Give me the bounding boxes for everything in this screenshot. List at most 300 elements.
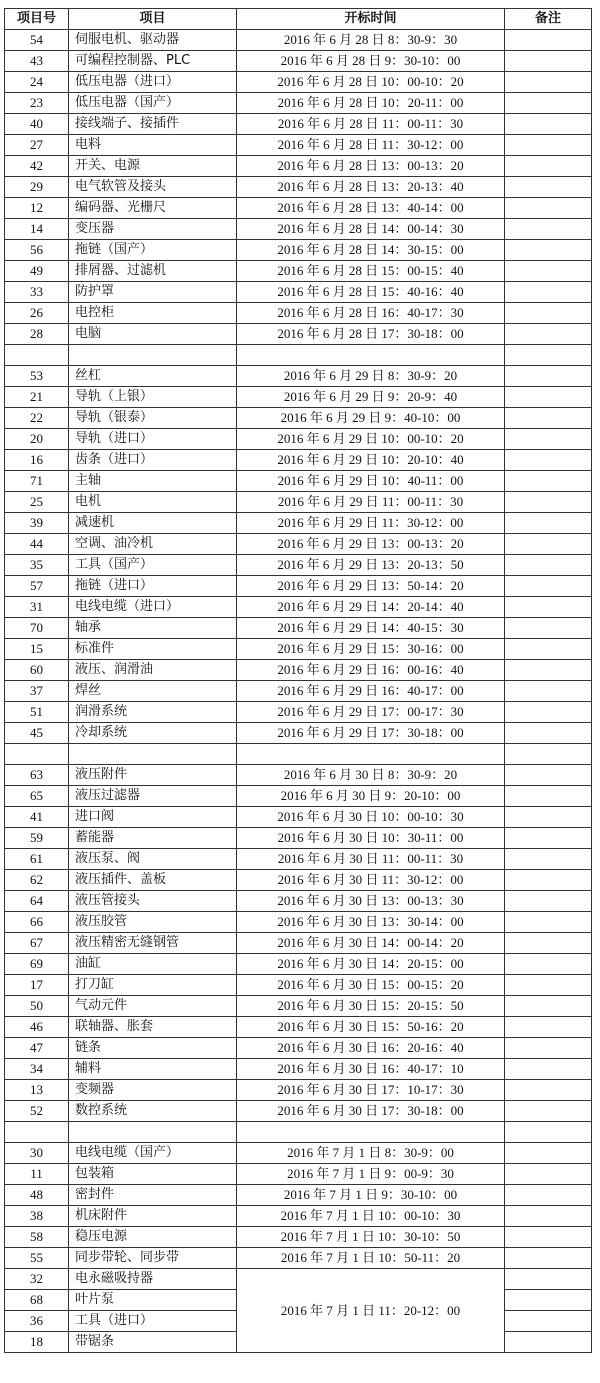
table-row <box>5 975 592 996</box>
project-number: 12 <box>5 198 69 219</box>
project-name: 机床附件 <box>69 1206 237 1227</box>
project-number: 57 <box>5 576 69 597</box>
bid-time: 2016 年 6 月 28 日 15：00-15：40 <box>237 261 505 282</box>
bid-time: 2016 年 6 月 28 日 10：20-11：00 <box>237 93 505 114</box>
bid-time: 2016 年 6 月 30 日 16：40-17：10 <box>237 1059 505 1080</box>
project-number: 15 <box>5 639 69 660</box>
remark-cell <box>505 828 592 849</box>
project-name: 气动元件 <box>69 996 237 1017</box>
project-name: 辅料 <box>69 1059 237 1080</box>
table-row <box>5 933 592 954</box>
table-row <box>5 450 592 471</box>
table-row <box>5 93 592 114</box>
bid-time: 2016 年 6 月 30 日 17：30-18：00 <box>237 1101 505 1122</box>
remark-cell <box>505 576 592 597</box>
remark-cell <box>505 1227 592 1248</box>
project-name: 电线电缆（进口） <box>69 597 237 618</box>
project-name: 排屑器、过滤机 <box>69 261 237 282</box>
remark-cell <box>505 471 592 492</box>
remark-cell <box>505 1206 592 1227</box>
project-number: 25 <box>5 492 69 513</box>
project-name: 接线端子、接插件 <box>69 114 237 135</box>
project-name: 主轴 <box>69 471 237 492</box>
bid-time: 2016 年 7 月 1 日 10：50-11：20 <box>237 1248 505 1269</box>
bid-time: 2016 年 6 月 28 日 17：30-18：00 <box>237 324 505 345</box>
project-name: 同步带轮、同步带 <box>69 1248 237 1269</box>
remark-cell <box>505 1080 592 1101</box>
project-name: 电料 <box>69 135 237 156</box>
project-number: 22 <box>5 408 69 429</box>
header-row <box>5 9 592 30</box>
empty-cell <box>505 1122 592 1143</box>
project-name: 导轨（进口） <box>69 429 237 450</box>
separator-row <box>5 345 592 366</box>
project-name: 丝杠 <box>69 366 237 387</box>
table-row <box>5 996 592 1017</box>
empty-cell <box>69 345 237 366</box>
project-name: 齿条（进口） <box>69 450 237 471</box>
project-name: 包装箱 <box>69 1164 237 1185</box>
empty-cell <box>5 1122 69 1143</box>
bid-time: 2016 年 6 月 30 日 14：00-14：20 <box>237 933 505 954</box>
remark-cell <box>505 1017 592 1038</box>
project-number: 31 <box>5 597 69 618</box>
project-name: 电机 <box>69 492 237 513</box>
empty-cell <box>237 1122 505 1143</box>
project-number: 18 <box>5 1332 69 1353</box>
bid-time: 2016 年 6 月 28 日 11：00-11：30 <box>237 114 505 135</box>
remark-cell <box>505 282 592 303</box>
empty-cell <box>69 744 237 765</box>
remark-cell <box>505 72 592 93</box>
table-row <box>5 72 592 93</box>
table-row <box>5 765 592 786</box>
table-row <box>5 1269 592 1290</box>
table-row <box>5 114 592 135</box>
bid-time: 2016 年 6 月 28 日 14：30-15：00 <box>237 240 505 261</box>
remark-cell <box>505 1101 592 1122</box>
remark-cell <box>505 534 592 555</box>
table-row <box>5 303 592 324</box>
table-row <box>5 954 592 975</box>
table-row <box>5 1101 592 1122</box>
table-row <box>5 471 592 492</box>
project-name: 进口阀 <box>69 807 237 828</box>
project-name: 焊丝 <box>69 681 237 702</box>
project-name: 拖链（国产） <box>69 240 237 261</box>
remark-cell <box>505 219 592 240</box>
empty-cell <box>237 345 505 366</box>
remark-cell <box>505 1059 592 1080</box>
empty-cell <box>505 744 592 765</box>
header-remark: 备注 <box>505 9 592 30</box>
remark-cell <box>505 702 592 723</box>
remark-cell <box>505 849 592 870</box>
remark-cell <box>505 618 592 639</box>
bid-time: 2016 年 6 月 29 日 9：40-10：00 <box>237 408 505 429</box>
remark-cell <box>505 1311 592 1332</box>
table-row <box>5 702 592 723</box>
project-number: 16 <box>5 450 69 471</box>
project-number: 23 <box>5 93 69 114</box>
remark-cell <box>505 807 592 828</box>
table-row <box>5 219 592 240</box>
table-row <box>5 513 592 534</box>
remark-cell <box>505 366 592 387</box>
header-bid-time: 开标时间 <box>237 9 505 30</box>
table-row <box>5 387 592 408</box>
remark-cell <box>505 555 592 576</box>
table-row <box>5 429 592 450</box>
project-number: 64 <box>5 891 69 912</box>
project-name: 联轴器、胀套 <box>69 1017 237 1038</box>
project-name: 空调、油冷机 <box>69 534 237 555</box>
project-name: 液压泵、阀 <box>69 849 237 870</box>
bid-time: 2016 年 6 月 28 日 13：20-13：40 <box>237 177 505 198</box>
project-name: 防护罩 <box>69 282 237 303</box>
bid-time: 2016 年 6 月 30 日 16：20-16：40 <box>237 1038 505 1059</box>
project-name: 低压电器（国产） <box>69 93 237 114</box>
bid-schedule-table <box>4 8 592 1353</box>
project-number: 67 <box>5 933 69 954</box>
project-number: 61 <box>5 849 69 870</box>
bid-time: 2016 年 6 月 30 日 11：30-12：00 <box>237 870 505 891</box>
remark-cell <box>505 450 592 471</box>
remark-cell <box>505 597 592 618</box>
project-name: 润滑系统 <box>69 702 237 723</box>
bid-time: 2016 年 6 月 29 日 13：20-13：50 <box>237 555 505 576</box>
project-number: 69 <box>5 954 69 975</box>
remark-cell <box>505 765 592 786</box>
project-name: 伺服电机、驱动器 <box>69 30 237 51</box>
project-name: 稳压电源 <box>69 1227 237 1248</box>
project-number: 55 <box>5 1248 69 1269</box>
project-number: 38 <box>5 1206 69 1227</box>
table-row <box>5 1206 592 1227</box>
project-name: 叶片泵 <box>69 1290 237 1311</box>
project-name: 油缸 <box>69 954 237 975</box>
project-number: 41 <box>5 807 69 828</box>
bid-time: 2016 年 6 月 29 日 13：50-14：20 <box>237 576 505 597</box>
bid-time: 2016 年 6 月 30 日 9：20-10：00 <box>237 786 505 807</box>
project-number: 54 <box>5 30 69 51</box>
project-name: 可编程控制器、PLC <box>69 51 237 72</box>
remark-cell <box>505 114 592 135</box>
table-row <box>5 1227 592 1248</box>
bid-time: 2016 年 6 月 29 日 10：20-10：40 <box>237 450 505 471</box>
separator-row <box>5 1122 592 1143</box>
project-name: 打刀缸 <box>69 975 237 996</box>
project-number: 35 <box>5 555 69 576</box>
table-row <box>5 240 592 261</box>
bid-time: 2016 年 6 月 28 日 8：30-9：30 <box>237 30 505 51</box>
table-row <box>5 366 592 387</box>
project-name: 液压精密无缝钢管 <box>69 933 237 954</box>
bid-time: 2016 年 6 月 29 日 10：40-11：00 <box>237 471 505 492</box>
table-row <box>5 177 592 198</box>
table-row <box>5 786 592 807</box>
remark-cell <box>505 1185 592 1206</box>
project-number: 40 <box>5 114 69 135</box>
project-name: 变压器 <box>69 219 237 240</box>
project-number: 32 <box>5 1269 69 1290</box>
project-name: 电脑 <box>69 324 237 345</box>
remark-cell <box>505 870 592 891</box>
table-row <box>5 828 592 849</box>
table-row <box>5 51 592 72</box>
remark-cell <box>505 261 592 282</box>
table-row <box>5 198 592 219</box>
table-row <box>5 723 592 744</box>
bid-time: 2016 年 6 月 29 日 9：20-9：40 <box>237 387 505 408</box>
bid-time: 2016 年 7 月 1 日 9：00-9：30 <box>237 1164 505 1185</box>
bid-time: 2016 年 7 月 1 日 10：00-10：30 <box>237 1206 505 1227</box>
remark-cell <box>505 1269 592 1290</box>
project-number: 62 <box>5 870 69 891</box>
remark-cell <box>505 975 592 996</box>
project-number: 70 <box>5 618 69 639</box>
empty-cell <box>69 1122 237 1143</box>
bid-time: 2016 年 6 月 30 日 13：30-14：00 <box>237 912 505 933</box>
project-name: 导轨（上银） <box>69 387 237 408</box>
remark-cell <box>505 513 592 534</box>
table-row <box>5 408 592 429</box>
bid-time: 2016 年 6 月 28 日 10：00-10：20 <box>237 72 505 93</box>
project-name: 工具（进口） <box>69 1311 237 1332</box>
table-row <box>5 849 592 870</box>
project-name: 电控柜 <box>69 303 237 324</box>
project-number: 58 <box>5 1227 69 1248</box>
remark-cell <box>505 1290 592 1311</box>
bid-time: 2016 年 6 月 28 日 13：40-14：00 <box>237 198 505 219</box>
remark-cell <box>505 1332 592 1353</box>
project-name: 液压附件 <box>69 765 237 786</box>
table-row <box>5 807 592 828</box>
project-number: 42 <box>5 156 69 177</box>
project-number: 63 <box>5 765 69 786</box>
bid-time: 2016 年 7 月 1 日 10：30-10：50 <box>237 1227 505 1248</box>
bid-time: 2016 年 6 月 29 日 8：30-9：20 <box>237 366 505 387</box>
table-body <box>5 30 592 1353</box>
project-number: 45 <box>5 723 69 744</box>
remark-cell <box>505 1164 592 1185</box>
project-name: 电气软管及接头 <box>69 177 237 198</box>
project-name: 导轨（银泰） <box>69 408 237 429</box>
remark-cell <box>505 912 592 933</box>
bid-time: 2016 年 6 月 30 日 10：30-11：00 <box>237 828 505 849</box>
header-project-no: 项目号 <box>5 9 69 30</box>
remark-cell <box>505 996 592 1017</box>
project-number: 29 <box>5 177 69 198</box>
project-number: 14 <box>5 219 69 240</box>
bid-time: 2016 年 6 月 29 日 17：30-18：00 <box>237 723 505 744</box>
project-name: 液压、润滑油 <box>69 660 237 681</box>
table-row <box>5 135 592 156</box>
project-number: 68 <box>5 1290 69 1311</box>
bid-time: 2016 年 6 月 29 日 16：00-16：40 <box>237 660 505 681</box>
remark-cell <box>505 324 592 345</box>
header-project: 项目 <box>69 9 237 30</box>
project-name: 电线电缆（国产） <box>69 1143 237 1164</box>
project-name: 密封件 <box>69 1185 237 1206</box>
table-row <box>5 597 592 618</box>
empty-cell <box>5 345 69 366</box>
project-number: 52 <box>5 1101 69 1122</box>
bid-time: 2016 年 6 月 30 日 15：00-15：20 <box>237 975 505 996</box>
empty-cell <box>237 744 505 765</box>
bid-time: 2016 年 6 月 28 日 15：40-16：40 <box>237 282 505 303</box>
bid-time: 2016 年 6 月 29 日 17：00-17：30 <box>237 702 505 723</box>
remark-cell <box>505 492 592 513</box>
table-row <box>5 891 592 912</box>
project-name: 液压过滤器 <box>69 786 237 807</box>
project-name: 低压电器（进口） <box>69 72 237 93</box>
bid-time: 2016 年 6 月 29 日 15：30-16：00 <box>237 639 505 660</box>
table-row <box>5 156 592 177</box>
bid-time: 2016 年 7 月 1 日 9：30-10：00 <box>237 1185 505 1206</box>
table-row <box>5 555 592 576</box>
remark-cell <box>505 1248 592 1269</box>
bid-time: 2016 年 6 月 29 日 10：00-10：20 <box>237 429 505 450</box>
project-number: 47 <box>5 1038 69 1059</box>
project-number: 13 <box>5 1080 69 1101</box>
bid-time: 2016 年 6 月 30 日 14：20-15：00 <box>237 954 505 975</box>
remark-cell <box>505 93 592 114</box>
remark-cell <box>505 723 592 744</box>
remark-cell <box>505 1143 592 1164</box>
project-number: 27 <box>5 135 69 156</box>
project-name: 轴承 <box>69 618 237 639</box>
project-name: 标准件 <box>69 639 237 660</box>
table-row <box>5 1185 592 1206</box>
bid-time: 2016 年 6 月 28 日 16：40-17：30 <box>237 303 505 324</box>
project-number: 33 <box>5 282 69 303</box>
project-number: 59 <box>5 828 69 849</box>
bid-time: 2016 年 6 月 29 日 11：30-12：00 <box>237 513 505 534</box>
table-row <box>5 1059 592 1080</box>
bid-time: 2016 年 6 月 30 日 17：10-17：30 <box>237 1080 505 1101</box>
project-number: 34 <box>5 1059 69 1080</box>
remark-cell <box>505 135 592 156</box>
table-row <box>5 912 592 933</box>
remark-cell <box>505 1038 592 1059</box>
table-row <box>5 870 592 891</box>
bid-time: 2016 年 6 月 30 日 11：00-11：30 <box>237 849 505 870</box>
project-name: 编码器、光栅尺 <box>69 198 237 219</box>
project-name: 液压管接头 <box>69 891 237 912</box>
table-row <box>5 1038 592 1059</box>
bid-time: 2016 年 6 月 30 日 15：20-15：50 <box>237 996 505 1017</box>
project-number: 17 <box>5 975 69 996</box>
remark-cell <box>505 639 592 660</box>
project-name: 冷却系统 <box>69 723 237 744</box>
project-number: 56 <box>5 240 69 261</box>
table-row <box>5 324 592 345</box>
remark-cell <box>505 933 592 954</box>
bid-time: 2016 年 6 月 30 日 8：30-9：20 <box>237 765 505 786</box>
project-name: 拖链（进口） <box>69 576 237 597</box>
project-number: 66 <box>5 912 69 933</box>
project-name: 工具（国产） <box>69 555 237 576</box>
remark-cell <box>505 954 592 975</box>
bid-time: 2016 年 6 月 28 日 11：30-12：00 <box>237 135 505 156</box>
project-number: 37 <box>5 681 69 702</box>
table-row <box>5 1143 592 1164</box>
remark-cell <box>505 429 592 450</box>
table-row <box>5 282 592 303</box>
remark-cell <box>505 51 592 72</box>
table-row <box>5 1164 592 1185</box>
project-number: 36 <box>5 1311 69 1332</box>
table-row <box>5 534 592 555</box>
project-number: 48 <box>5 1185 69 1206</box>
project-name: 开关、电源 <box>69 156 237 177</box>
project-name: 带锯条 <box>69 1332 237 1353</box>
table-row <box>5 576 592 597</box>
bid-time: 2016 年 6 月 28 日 9：30-10：00 <box>237 51 505 72</box>
empty-cell <box>505 345 592 366</box>
remark-cell <box>505 891 592 912</box>
remark-cell <box>505 198 592 219</box>
table-row <box>5 639 592 660</box>
project-number: 39 <box>5 513 69 534</box>
table-row <box>5 681 592 702</box>
project-number: 28 <box>5 324 69 345</box>
bid-time: 2016 年 6 月 30 日 13：00-13：30 <box>237 891 505 912</box>
project-number: 46 <box>5 1017 69 1038</box>
bid-time: 2016 年 6 月 29 日 11：00-11：30 <box>237 492 505 513</box>
project-number: 21 <box>5 387 69 408</box>
project-number: 51 <box>5 702 69 723</box>
project-number: 30 <box>5 1143 69 1164</box>
project-name: 变频器 <box>69 1080 237 1101</box>
remark-cell <box>505 408 592 429</box>
project-number: 65 <box>5 786 69 807</box>
bid-time: 2016 年 6 月 29 日 13：00-13：20 <box>237 534 505 555</box>
project-number: 53 <box>5 366 69 387</box>
table-row <box>5 660 592 681</box>
project-number: 49 <box>5 261 69 282</box>
remark-cell <box>505 387 592 408</box>
remark-cell <box>505 660 592 681</box>
bid-time: 2016 年 6 月 29 日 14：20-14：40 <box>237 597 505 618</box>
bid-time: 2016 年 6 月 29 日 14：40-15：30 <box>237 618 505 639</box>
table-row <box>5 30 592 51</box>
project-number: 26 <box>5 303 69 324</box>
bid-time: 2016 年 6 月 28 日 13：00-13：20 <box>237 156 505 177</box>
remark-cell <box>505 240 592 261</box>
project-number: 20 <box>5 429 69 450</box>
table-row <box>5 261 592 282</box>
project-name: 减速机 <box>69 513 237 534</box>
remark-cell <box>505 177 592 198</box>
remark-cell <box>505 681 592 702</box>
bid-time: 2016 年 6 月 29 日 16：40-17：00 <box>237 681 505 702</box>
project-name: 链条 <box>69 1038 237 1059</box>
empty-cell <box>5 744 69 765</box>
table-row <box>5 1080 592 1101</box>
remark-cell <box>505 303 592 324</box>
separator-row <box>5 744 592 765</box>
bid-time: 2016 年 7 月 1 日 8：30-9：00 <box>237 1143 505 1164</box>
remark-cell <box>505 30 592 51</box>
project-number: 60 <box>5 660 69 681</box>
table-row <box>5 618 592 639</box>
project-name: 液压胶管 <box>69 912 237 933</box>
project-number: 71 <box>5 471 69 492</box>
project-name: 数控系统 <box>69 1101 237 1122</box>
table-row <box>5 492 592 513</box>
